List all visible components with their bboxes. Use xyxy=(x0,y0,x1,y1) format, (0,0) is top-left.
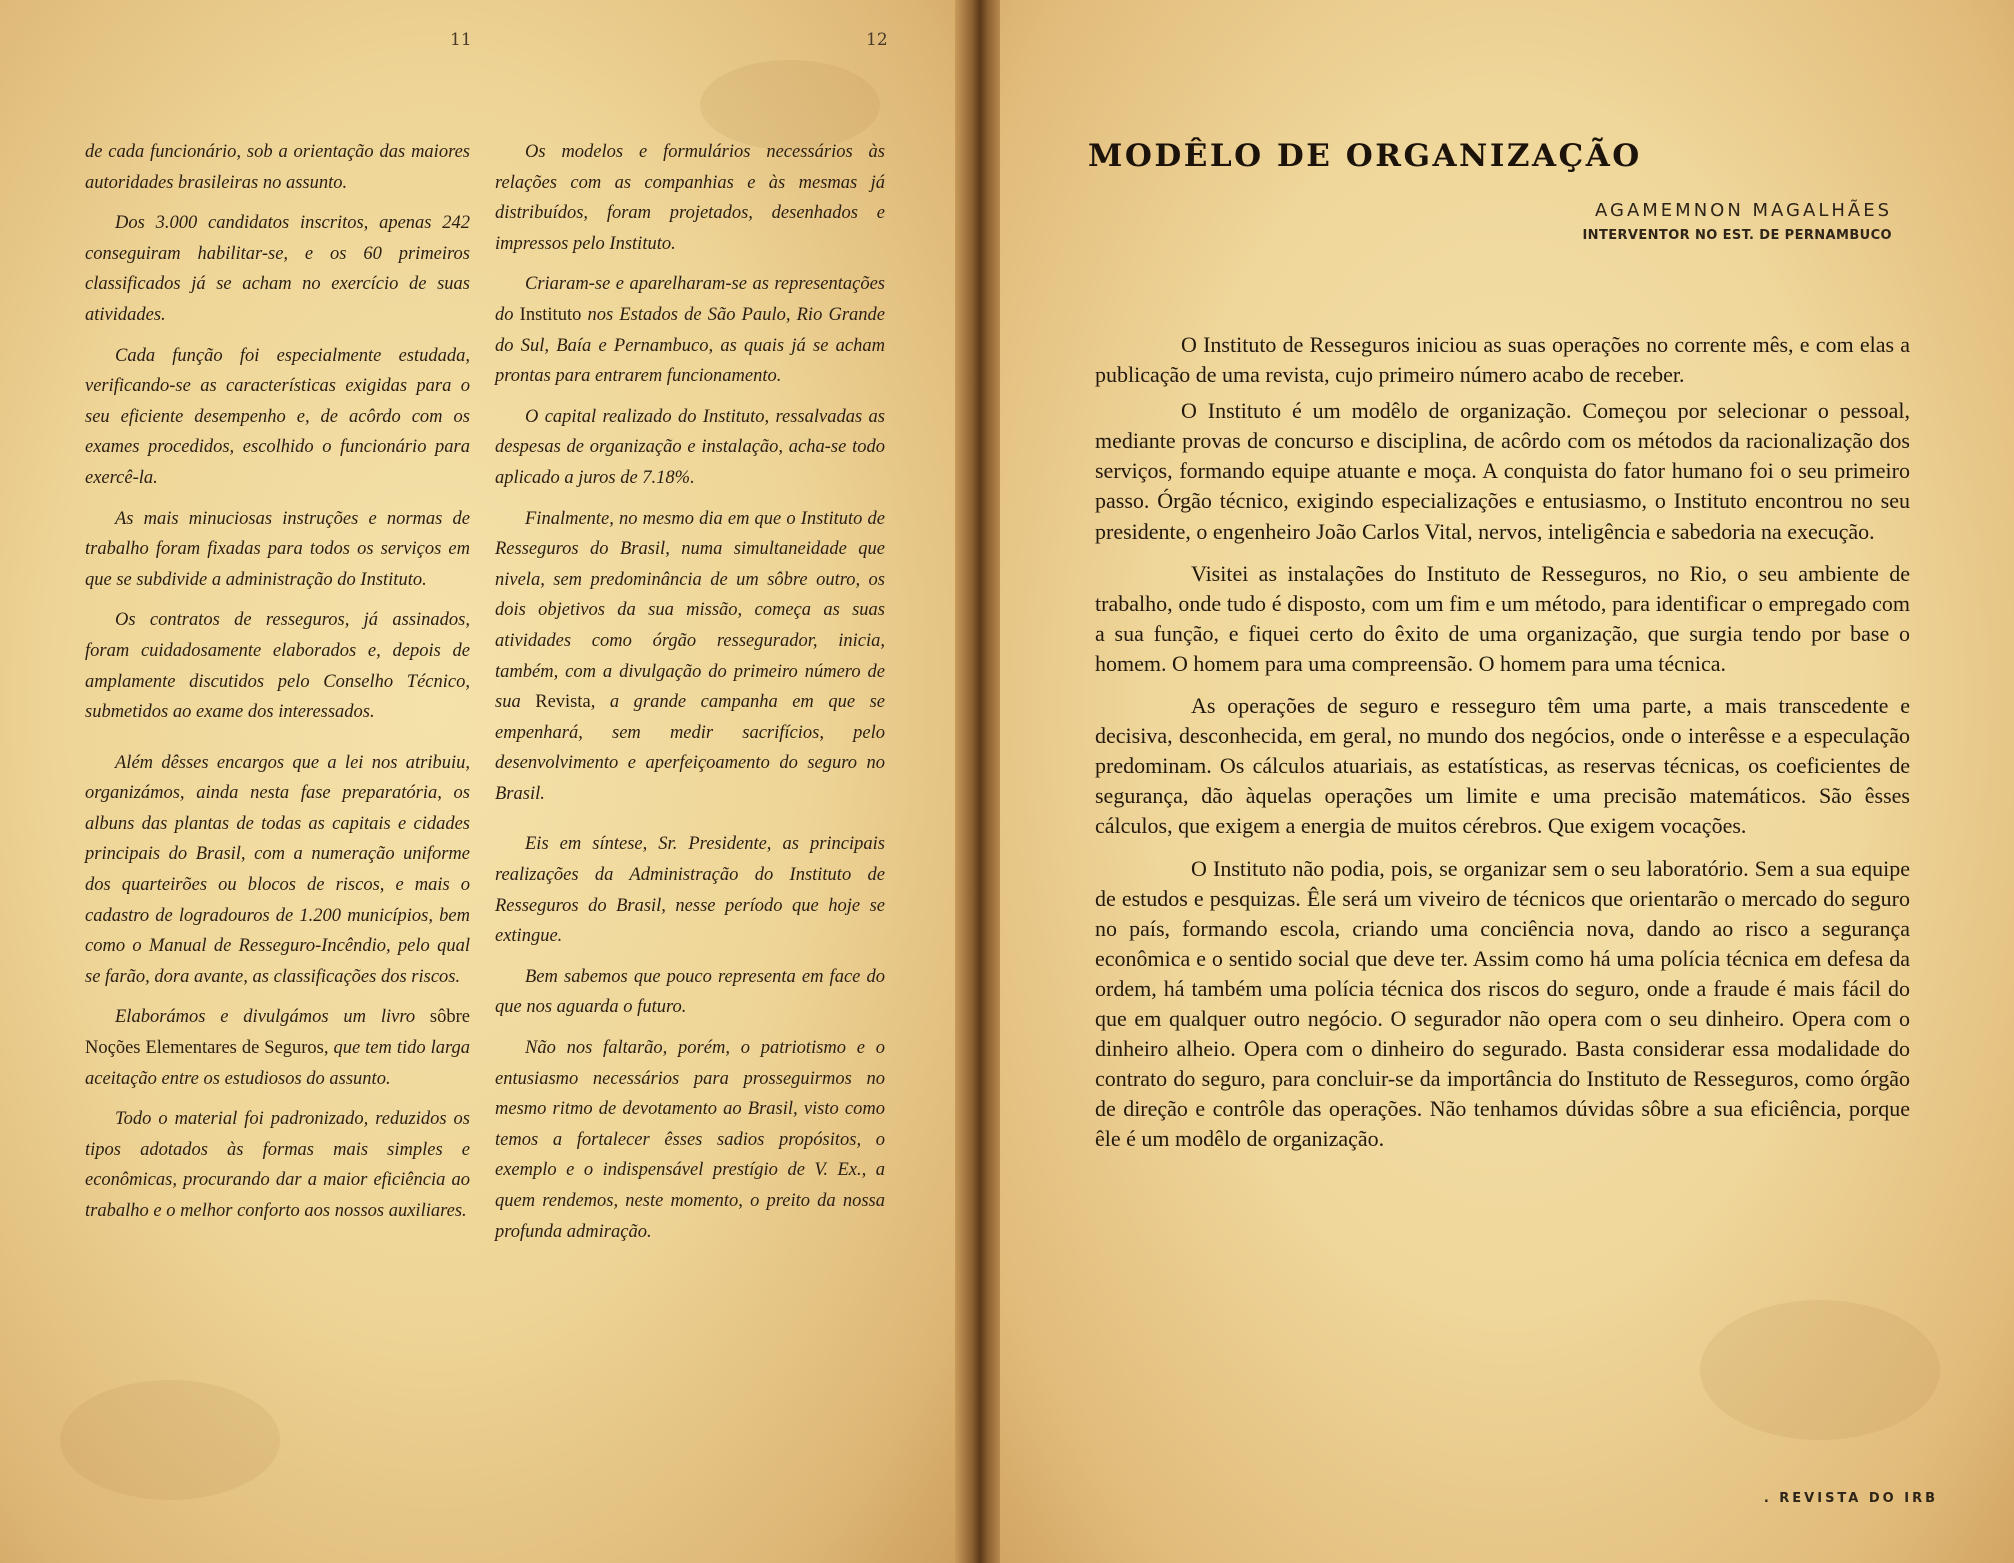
paragraph: O Instituto não podia, pois, se organizar sem o seu laboratório. Sem a sua equipe de estudos e pesquizas. Êle será um viveiro de técnicos que orientarão o mercado do seguro no país, formando escola, criando uma conciência nova, dando ao risco a segurança econômica e o sentido social que deve ter. Assim como há uma polícia técnica em defesa da ordem, há também uma polícia técnica dos riscos do seguro, onde a fraude é mais fácil do que em qualquer outro negócio. O segurador não opera com o seu dinheiro. Opera com o dinheiro alheio. Opera com o dinheiro do segurado. Basta considerar essa modalidade do contrato do seguro, para concluir-se da importância do Instituto de Resseguros, como órgão de direção e contrôle das operações. Não tenhamos dúvidas sôbre a sua eficiência, porque êle é um modêlo de organização. xyxy=(1095,855,1910,1152)
paragraph: Cada função foi especialmente estudada, verificando-se as características exigidas para o seu eficiente desempenho e, de acôrdo com os exames procedidos, escolhido o funcionário para exercê-la. xyxy=(85,345,470,488)
paragraph: Dos 3.000 candidatos inscritos, apenas 242 conseguiram habilitar-se, e os 60 primeiros classificados já se acham no exercício de suas atividades. xyxy=(85,213,470,325)
paper-stain xyxy=(60,1380,280,1500)
book-title: sôbre Noções Elementares de Seguros, xyxy=(85,1007,470,1059)
article-title: MODÊLO DE ORGANIZAÇÃO xyxy=(1088,138,1642,174)
left-page xyxy=(0,0,965,1563)
paper-stain xyxy=(1700,1300,1940,1440)
text-run: Elaborámos e divulgámos um livro xyxy=(115,1007,430,1028)
paragraph xyxy=(495,504,885,810)
text-run-upright: Instituto xyxy=(519,304,582,325)
text-run-upright: Revista xyxy=(535,692,591,713)
author-block xyxy=(1582,200,1892,243)
text-run: que tem tido larga aceitação entre os estudiosos do assunto. xyxy=(85,1038,470,1089)
paragraph: Todo o material foi padronizado, reduzidos os tipos adotados às formas mais simples e econômicas, procurando dar a maior eficiência ao trabalho e o melhor conforto aos nossos auxiliares. xyxy=(85,1109,470,1221)
paragraph: Eis em síntese, Sr. Presidente, as principais realizações da Administração do Instituto de Resseguros do Brasil, nesse período que hoje se extingue. xyxy=(495,834,885,947)
paragraph: de cada funcionário, sob a orientação das maiores autoridades brasileiras no assunto. xyxy=(85,142,470,193)
page-number: 11 xyxy=(450,30,472,50)
text-run: Finalmente, no mesmo dia em que o Instituto de Resseguros do Brasil, numa simultaneidade que nivela, sem predominância de um sôbre outro, os dois objetivos da sua missão, começa as suas atividades como órgão ressegurador, inicia, também, com a divulgação do primeiro número de sua xyxy=(495,508,885,713)
paragraph: Além dêsses encargos que a lei nos atribuiu, organizámos, ainda nesta fase preparatória, os albuns das plantas de todas as capitais e cidades principais do Brasil, com a numeração uniforme dos quarteirões ou blocos de riscos, e mais o cadastro de logradouros de 1.200 municípios, bem como o Manual de Resseguro-Incêndio, pelo qual se farão, dora avante, as classificações dos riscos. xyxy=(85,752,470,987)
paragraph: As mais minuciosas instruções e normas de trabalho foram fixadas para todos os serviços em que se subdivide a administração do Instituto. xyxy=(85,508,470,590)
paragraph: O Instituto é um modêlo de organização. Começou por selecionar o pessoal, mediante provas de concurso e disciplina, de acôrdo com os métodos da racionalização dos serviços, formando equipe atuante e moça. A conquista do fator humano foi o seu primeiro passo. Órgão técnico, exigindo especializações e entusiasmo, o Instituto encontrou no seu presidente, o engenheiro João Carlos Vital, nervos, inteligência e sabedoria na execução. xyxy=(1095,398,1910,544)
paragraph: As operações de seguro e resseguro têm uma parte, a mais transcedente e decisiva, desconhecida, em geral, no mundo dos negócios, onde o interêsse e a especulação predominam. Os cálculos atuariais, as estatísticas, as reservas técnicas, os coeficientes de segurança, dão àquelas operações um limite e uma precisão matemáticos. São êsses cálculos, que exigem a energia de muitos cérebros. Que exigem vocações. xyxy=(1095,693,1910,839)
text-column-2 xyxy=(495,137,885,1247)
text-column-1 xyxy=(85,137,470,1227)
author-role: INTERVENTOR NO EST. DE PERNAMBUCO xyxy=(1582,228,1892,243)
text-run: nos Estados de São Paulo, Rio Grande do Sul, Baía e Pernambuco, as quais já se acham prontas para entrarem funcionamento. xyxy=(495,304,886,387)
paragraph: O capital realizado do Instituto, ressalvadas as despesas de organização e instalação, acha-se todo aplicado a juros de 7.18%. xyxy=(495,406,885,488)
paragraph: Os contratos de resseguros, já assinados, foram cuidadosamente elaborados e, depois de amplamente discutidos pelo Conselho Técnico, submetidos ao exame dos interessados. xyxy=(85,610,470,723)
text-run: , a grande campanha em que se empenhará, sem medir sacrifícios, pelo desenvolvimento e aperfeiçoamento do seguro no Brasil. xyxy=(495,692,885,804)
paragraph: Não nos faltarão, porém, o patriotismo e o entusiasmo necessários para prosseguirmos no mesmo ritmo de devotamento ao Brasil, visto como temos a fortalecer êsses sadios propósitos, o exemplo e o indispensável prestígio de V. Ex., a quem rendemos, neste momento, o preito da nossa profunda admiração. xyxy=(495,1038,885,1242)
page-number: 12 xyxy=(866,30,888,50)
paragraph xyxy=(85,1002,470,1094)
paragraph: Visitei as instalações do Instituto de Resseguros, no Rio, o seu ambiente de trabalho, onde tudo é disposto, com um fim e um método, para identificar o empregado com a sua função, e fiquei certo do êxito de uma organização, que surgia tendo por base o homem. O homem para uma compreensão. O homem para uma técnica. xyxy=(1095,560,1910,676)
magazine-footer: . REVISTA DO IRB xyxy=(1763,1491,1938,1506)
paragraph: Bem sabemos que pouco representa em face do que nos aguarda o futuro. xyxy=(495,966,885,1018)
article-body xyxy=(1095,330,1910,1154)
paragraph: O Instituto de Resseguros iniciou as suas operações no corrente mês, e com elas a publicação de uma revista, cujo primeiro número acabo de receber. xyxy=(1095,332,1910,388)
book-gutter xyxy=(955,0,1005,1563)
paragraph xyxy=(495,269,885,391)
paragraph: Os modelos e formulários necessários às relações com as companhias e às mesmas já distribuídos, foram projetados, desenhados e impressos pelo Instituto. xyxy=(495,142,885,254)
author-name: AGAMEMNON MAGALHÃES xyxy=(1595,200,1892,221)
text-run: Criaram-se e aparelharam-se as representações do xyxy=(495,274,885,325)
